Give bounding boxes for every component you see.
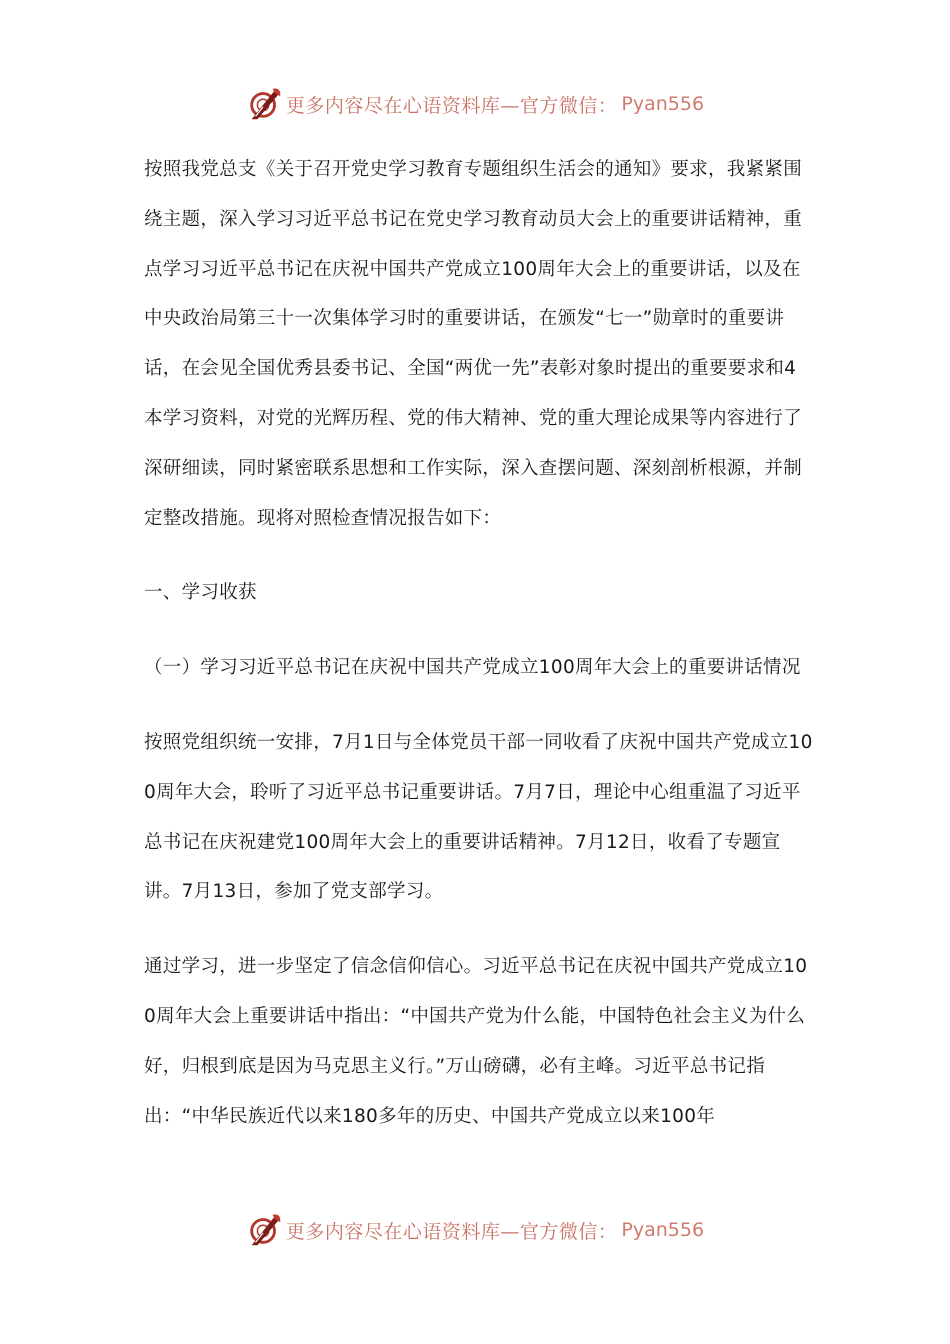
watermark-text: 更多内容尽在心语资料库—官方微信： <box>285 1220 618 1243</box>
footer-watermark <box>0 1208 950 1252</box>
subsection-heading: （一）学习习近平总书记在庆祝中国共产党成立100周年大会上的重要讲话情况 <box>144 657 801 679</box>
quill-pen-logo-icon <box>246 85 284 123</box>
intro-paragraph: 按照我党总支《关于召开党史学习教育专题组织生活会的通知》要求，我紧紧围绕主题，深入学习习近平总书记在党史学习教育动员大会上的重要讲话精神，重点学习习近平总书记在庆祝中国共产党成立100周年大会上的重要讲话，以及在中央政治局第三十一次集体学习时的重要讲话，在颁发“七一”勋章时的重要讲话，在会见全国优秀县委书记、全国“两优一先”表彰对象时提出的重要要求和4本学习资料，对党的光辉历程、党的伟大精神、党的重大理论成果等内容进行了深研细读，同时紧密联系思想和工作实际，深入查摆问题、深刻剖析根源，并制定整改措施。现将对照检查情况报告如下： <box>144 159 803 529</box>
watermark-wechat-id: Pyan556 <box>621 1219 705 1241</box>
quill-pen-logo-icon <box>246 1211 284 1249</box>
header-watermark <box>0 82 950 126</box>
watermark-wechat-id: Pyan556 <box>621 93 705 115</box>
body-paragraph: 通过学习，进一步坚定了信念信仰信心。习近平总书记在庆祝中国共产党成立100周年大会上重要讲话中指出：“中国共产党为什么能，中国特色社会主义为什么好，归根到底是因为马克思主义行。”万山磅礴，必有主峰。习近平总书记指出：“中华民族近代以来180多年的历史、中国共产党成立以来100年 <box>144 956 808 1127</box>
section-heading: 一、学习收获 <box>144 582 257 604</box>
watermark-text: 更多内容尽在心语资料库—官方微信： <box>285 94 618 117</box>
document-body <box>144 145 814 1141</box>
body-paragraph: 按照党组织统一安排，7月1日与全体党员干部一同收看了庆祝中国共产党成立100周年大会，聆听了习近平总书记重要讲话。7月7日，理论中心组重温了习近平总书记在庆祝建党100周年大会上的重要讲话精神。7月12日，收看了专题宣讲。7月13日，参加了党支部学习。 <box>144 731 813 903</box>
